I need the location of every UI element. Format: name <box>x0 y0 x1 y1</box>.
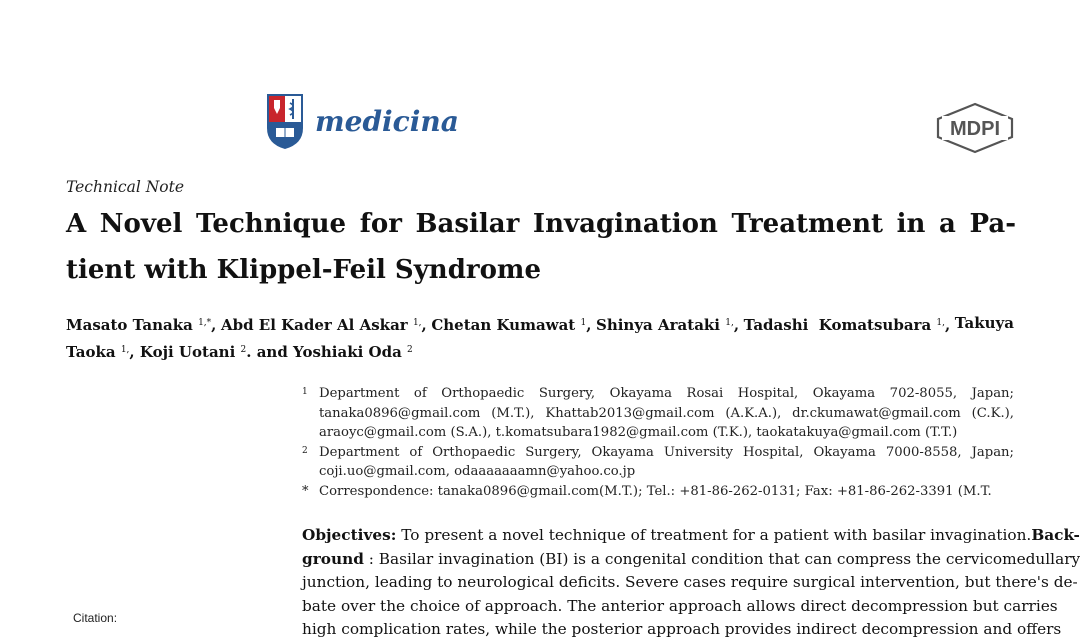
author: Koji Uotani $^2$. and <box>139 343 288 361</box>
paper-title <box>66 201 1016 293</box>
abstract-line: Objectives: To present a novel technique of treatment for a patient with basilar invagination.Back- <box>302 526 1080 544</box>
author: Tadashi Komatsubara $^{1,}$, <box>743 316 951 334</box>
affiliation: 1 Department of Orthopaedic Surgery, Okayama Rosai Hospital, Okayama 702-8055, Japan; tanaka0896@gmail.com (M.T.), Khattab2013@gmail.com (A.K.A.), dr.ckumawat@gmail.com (C.K.), araoyc@gmail.com (S.A.), t.komatsubara1982@gmail.com (T.K.), taokatakuya@gmail.com (T.T.) <box>302 386 1014 440</box>
abstract <box>302 524 1080 642</box>
journal-crest-icon <box>265 92 305 150</box>
author: Abd El Kader Al Askar $^{1,}$, <box>220 316 427 334</box>
author: Shinya Arataki $^{1,}$, <box>596 316 740 334</box>
article-type: Technical Note <box>66 178 185 196</box>
abstract-line: bate over the choice of approach. The anterior approach allows direct decompression but carries <box>302 596 1058 615</box>
citation-label: Citation: <box>73 611 118 625</box>
publisher-logo <box>934 102 1016 158</box>
correspondence: * Correspondence: tanaka0896@gmail.com(M.T.); Tel.: +81-86-262-0131; Fax: +81-86-262-3391 (M.T. <box>302 483 992 499</box>
title-line: tient with Klippel-Feil Syndrome <box>66 255 541 285</box>
journal-logo <box>265 92 459 150</box>
author: Taoka $^{1,}$, <box>66 343 135 361</box>
abstract-line: ground : Basilar invagination (BI) is a congenital condition that can compress the cervicomedullary <box>302 549 1080 568</box>
abstract-line: high complication rates, while the posterior approach provides indirect decompression and offers <box>302 620 1062 639</box>
publisher-name: MDPI <box>950 118 1000 140</box>
author: Takuya <box>954 314 1014 332</box>
journal-name: medicina <box>315 104 459 138</box>
author-list <box>66 311 1014 365</box>
author: Chetan Kumawat $^1$, <box>431 316 592 334</box>
author: Yoshiaki Oda $^2$ <box>293 343 413 361</box>
abstract-line: junction, leading to neurological deficits. Severe cases require surgical intervention, but there's de- <box>302 573 1078 592</box>
author: Masato Tanaka $^{1,*}$, <box>66 316 217 334</box>
affiliations <box>302 384 1014 501</box>
title-line: A Novel Technique for Basilar Invagination Treatment in a Pa- <box>66 209 1016 239</box>
affiliation: 2 Department of Orthopaedic Surgery, Okayama University Hospital, Okayama 7000-8558, Japan; coji.uo@gmail.com, odaaaaaaamn@yahoo.co.jp <box>302 444 1014 479</box>
